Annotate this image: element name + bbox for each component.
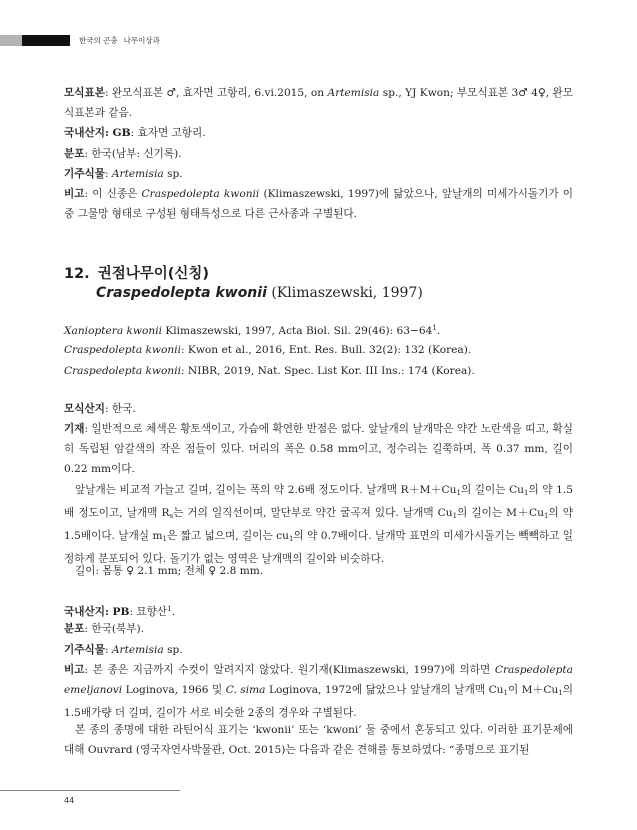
synonym-1: Xanioptera kwonii Klimaszewski, 1997, Acta Biol. Sil. 29(46): $63-64^1$. <box>64 324 441 337</box>
holotype-label: 모식표본 <box>64 87 105 99</box>
header-section: 나무이상과 <box>123 36 160 45</box>
length-line: 길이: 몸통 ♀ 2.1 mm; 전체 ♀ 2.8 mm. <box>75 565 264 577</box>
header-book: 한국의 곤충 <box>79 36 118 45</box>
range-line-2: 분포: 한국(북부). <box>64 623 144 635</box>
naming-paragraph: 본 종의 종명에 대한 라틴어식 표기는 ‘kwonii’ 또는 ‘kwoni’ 둘 중에서 혼동되고 있다. 이러한 표기문제에 대해 Ouvrard (영국자연사박물관, Oct. 2015)는 다음과 같은 견해를 통보하였다: “종명으로 표기된 <box>64 724 573 756</box>
note-paragraph: 비고: 이 신종은 Craspedolepta kwonii (Klimaszewski, 1997)에 닮았으나, 앞날개의 미세가시돌기가 이중 그물망 형태로 구성된 형태특성으로 다른 근사종과 구별된다. <box>64 188 573 220</box>
distribution-korea: 국내산지: GB: 효자면 고항리. <box>64 127 206 139</box>
species-scientific-name: Craspedolepta kwonii (Klimaszewski, 1997) <box>96 285 423 301</box>
holotype-paragraph: 모식표본: 완모식표본 ♂, 효자면 고항리, 6.vi.2015, on Artemisia sp., YJ Kwon; 부모식표본 3♂ 4♀, 완모식표본과 같음. <box>64 87 573 119</box>
synonym-3: Craspedolepta kwonii: NIBR, 2019, Nat. Spec. List Kor. III Ins.: 174 (Korea). <box>64 365 475 377</box>
range-line: 분포: 한국(남부: 신기록). <box>64 148 182 160</box>
description-paragraph: 기재: 일반적으로 체색은 황토색이고, 가슴에 확연한 반점은 없다. 앞날개의 날개막은 약간 노란색을 띠고, 확실히 독립된 암갈색의 작은 점들이 있다. 머리의 폭은 0.58 mm이고, 정수리는 길쭉하며, 폭 0.37 mm, 길이 0.22 mm이다. <box>64 423 573 475</box>
host-line: 기주식물: Artemisia sp. <box>64 168 183 180</box>
note-paragraph-2: 비고: 본 종은 지금까지 수컷이 알려지지 않았다. 원기재(Klimaszewski, 1997)에 의하면 Craspedolepta emeljanovi Loginova, 1966 및 C. sima Loginova, 1972에 닮았으나 앞날개의 날개맥 $Cu_1$이 $M+Cu_1$의 1.5배가량 더 길며, 길이가 서로 비슷한 2종의 경우와 구별된다. <box>64 664 573 719</box>
host-line-2: 기주식물: Artemisia sp. <box>64 644 183 656</box>
synonym-2: Craspedolepta kwonii: Kwon et al., 2016, Ent. Res. Bull. 32(2): 132 (Korea). <box>64 344 472 356</box>
page-number: 44 <box>64 796 75 805</box>
distribution-korea-2: 국내산지: PB: 묘향산$^1$. <box>64 605 175 618</box>
footer-rule <box>0 790 180 791</box>
header-black-bar <box>22 35 70 46</box>
running-header <box>79 35 166 46</box>
wing-paragraph: 앞날개는 비교적 가늘고 길며, 길이는 폭의 약 2.6배 정도이다. 날개맥 $R+M+Cu_1$의 길이는 $Cu_1$의 약 1.5배 정도이고, 날개맥 $R_s$는 거의 일직선이며, 말단부로 약간 굴곡져 있다. 날개맥 $Cu_1$의 길이는 $M+Cu_1$의 약 1.5배이다. 날개실 $m_1$은 짧고 넓으며, 길이는 $cu_1$의 약 0.7배이다. 날개막 표면의 미세가시돌기는 빽빽하고 일정하게 분포되어 있다. 돌기가 없는 영역은 날개맥의 길이와 비슷하다. <box>64 484 573 565</box>
species-heading: 12. 권점나무이(신칭) <box>64 266 209 282</box>
type-locality: 모식산지: 한국. <box>64 403 136 415</box>
